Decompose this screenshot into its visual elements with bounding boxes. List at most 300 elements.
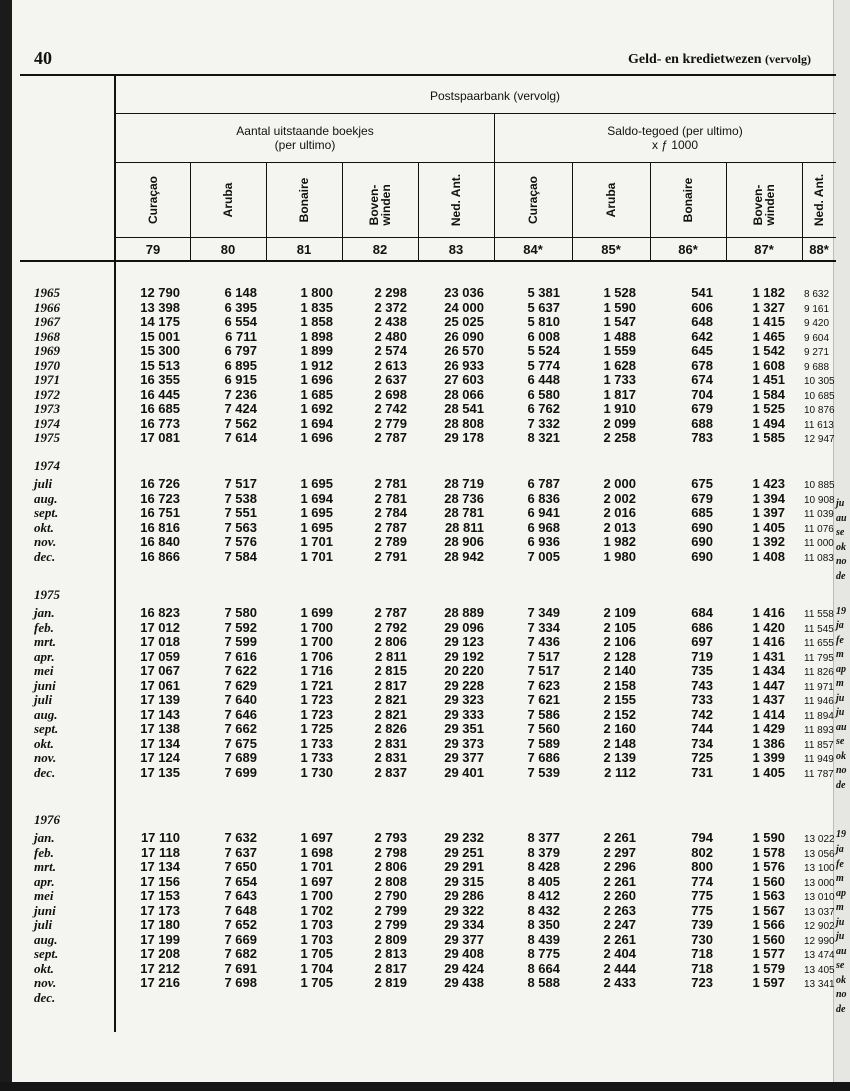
table-cell: 10 876	[804, 405, 835, 416]
table-cell: 648	[691, 314, 713, 329]
table-cell: 1 608	[752, 357, 785, 373]
table-cell: 2 811	[375, 648, 407, 664]
table-cell: 1 628	[603, 357, 636, 373]
table-cell: 7 699	[224, 764, 257, 780]
table-cell: 725	[691, 750, 713, 765]
rule-col-2	[266, 162, 267, 261]
table-cell: 2 789	[374, 534, 407, 549]
table-cell: 1 730	[300, 764, 333, 780]
table-cell: 29 291	[444, 859, 484, 874]
running-head	[628, 52, 811, 68]
table-cell: 2 821	[374, 692, 407, 707]
column-name: Aruba	[221, 182, 235, 218]
table-cell: 7 669	[224, 931, 257, 947]
table-cell: 8 350	[527, 917, 560, 932]
next-page-fragment: no	[836, 765, 847, 776]
table-cell: 11 946	[804, 696, 834, 707]
table-cell: 2 821	[374, 706, 407, 722]
table-cell: 9 688	[804, 361, 830, 373]
table-cell: 1 716	[300, 663, 333, 678]
table-cell: 24 000	[444, 299, 484, 315]
table-cell: 1 394	[752, 490, 785, 506]
table-cell: 1 700	[300, 888, 333, 903]
table-cell: 15 300	[140, 343, 180, 358]
table-cell: 17 110	[140, 830, 180, 845]
table-cell: 29 096	[444, 619, 484, 635]
table-cell: 1 566	[752, 917, 785, 932]
table-cell: 1 696	[300, 372, 333, 387]
next-page-fragment: ok	[836, 750, 846, 762]
table-cell: 29 322	[444, 902, 484, 918]
table-cell: 2 261	[603, 873, 636, 889]
table-cell: 2 831	[374, 750, 407, 765]
row-label: mrt.	[34, 859, 57, 874]
table-cell: 11 971	[804, 681, 834, 693]
table-cell: 1 733	[300, 750, 333, 765]
table-cell: 29 323	[444, 692, 484, 707]
table-cell: 742	[691, 706, 713, 722]
table-cell: 690	[691, 519, 713, 535]
table-cell: 1 701	[300, 534, 333, 549]
table-cell: 2 128	[603, 648, 636, 664]
table-cell: 1 800	[300, 285, 333, 300]
table-cell: 8 377	[527, 830, 560, 845]
table-cell: 7 662	[224, 721, 257, 736]
table-cell: 2 779	[374, 415, 407, 431]
table-cell: 8 632	[804, 289, 830, 300]
table-cell: 7 551	[224, 505, 257, 520]
table-cell: 29 178	[444, 430, 484, 445]
table-cell: 6 895	[224, 357, 257, 373]
table-cell: 28 541	[444, 401, 484, 416]
table-cell: 13 010	[804, 892, 835, 903]
next-page-fragment: au	[836, 512, 847, 524]
table-cell: 1 695	[300, 519, 333, 535]
table-cell: 1 567	[752, 902, 785, 918]
rule-stub	[114, 76, 116, 1032]
table-cell: 1 451	[752, 372, 785, 387]
table-cell: 1 705	[300, 975, 333, 990]
table-cell: 1 685	[300, 386, 333, 402]
table-cell: 8 405	[527, 873, 560, 889]
row-label: apr.	[34, 648, 55, 664]
table-cell: 2 799	[374, 902, 407, 918]
table-cell: 10 305	[804, 376, 835, 387]
row-label: 1975	[34, 430, 60, 445]
next-page-fragment: de	[836, 1003, 846, 1015]
table-cell: 1 560	[752, 931, 785, 947]
table-cell: 1 703	[300, 931, 333, 947]
table-cell: 7 576	[224, 534, 257, 549]
table-cell: 2 247	[603, 917, 636, 932]
table-cell: 1 590	[603, 299, 636, 315]
table-cell: 5 637	[527, 299, 560, 315]
table-cell: 7 560	[527, 721, 560, 736]
table-cell: 2 787	[374, 605, 407, 620]
rule-groups	[494, 113, 495, 261]
table-cell: 2 826	[374, 721, 407, 736]
table-cell: 2 152	[603, 706, 636, 722]
table-cell: 783	[691, 430, 713, 445]
table-cell: 2 109	[603, 605, 636, 620]
table-cell: 2 480	[374, 328, 407, 344]
column-name: Boven- winden	[751, 184, 777, 226]
table-cell: 25 025	[444, 314, 484, 329]
group-balance-heading: Saldo-tegoed (per ultimo) x ƒ 1000	[607, 124, 743, 152]
table-cell: 17 173	[140, 902, 180, 918]
next-page-fragment: m	[836, 902, 844, 913]
table-cell: 2 837	[374, 764, 407, 780]
table-cell: 11 076	[804, 523, 834, 535]
table-cell: 17 134	[140, 735, 180, 751]
block-year-heading: 1974	[34, 458, 60, 473]
table-cell: 2 817	[374, 677, 407, 693]
table-cell: 13 056	[804, 848, 835, 860]
next-page-fragment: se	[836, 736, 845, 747]
table-cell: 1 386	[752, 735, 785, 751]
column-number: 87*	[754, 242, 774, 257]
table-cell: 1 910	[603, 401, 636, 416]
next-page-fragment: ok	[836, 541, 846, 553]
table-cell: 2 806	[374, 859, 407, 874]
next-page-fragment: au	[836, 721, 847, 733]
table-cell: 7 589	[527, 735, 560, 751]
table-cell: 6 395	[224, 299, 257, 315]
table-cell: 11 826	[804, 667, 834, 678]
table-cell: 15 513	[140, 357, 180, 373]
table-cell: 7 436	[527, 634, 560, 649]
table-cell: 2 817	[374, 960, 407, 976]
column-name: Curaçao	[526, 175, 540, 225]
table-cell: 1 578	[752, 844, 785, 860]
table-cell: 8 439	[527, 931, 560, 947]
table-cell: 5 810	[527, 314, 560, 329]
table-cell: 7 698	[224, 975, 257, 990]
table-cell: 7 332	[527, 415, 560, 431]
table-cell: 2 787	[374, 430, 407, 445]
table-cell: 1 585	[752, 430, 785, 445]
table-cell: 775	[691, 902, 713, 918]
table-cell: 1 721	[300, 677, 333, 693]
table-cell: 2 806	[374, 634, 407, 649]
table-cell: 17 018	[140, 634, 180, 649]
table-cell: 2 099	[603, 415, 636, 431]
table-cell: 685	[691, 505, 713, 520]
table-cell: 11 787	[804, 768, 834, 780]
table-cell: 1 576	[752, 859, 785, 874]
table-cell: 2 258	[603, 430, 636, 445]
table-cell: 11 039	[804, 509, 834, 520]
table-cell: 29 315	[444, 873, 484, 889]
table-cell: 1 692	[300, 401, 333, 416]
table-cell: 8 588	[527, 975, 560, 990]
rule-header-bottom	[20, 260, 836, 262]
table-cell: 14 175	[140, 314, 180, 329]
table-cell: 1 584	[752, 386, 785, 402]
column-number: 80	[220, 242, 236, 257]
table-cell: 6 836	[527, 490, 560, 506]
table-cell: 1 733	[300, 735, 333, 751]
table-cell: 541	[691, 285, 713, 300]
table-cell: 2 784	[374, 505, 407, 520]
table-cell: 1 725	[300, 721, 333, 736]
table-cell: 2 742	[374, 401, 407, 416]
table-cell: 2 140	[603, 663, 636, 678]
next-page-fragment: 19	[836, 829, 846, 840]
table-cell: 1 704	[300, 960, 333, 976]
table-cell: 2 574	[374, 343, 407, 358]
table-cell: 675	[691, 476, 713, 491]
table-cell: 2 444	[603, 960, 636, 976]
table-cell: 2 813	[374, 946, 407, 961]
table-cell: 26 933	[444, 357, 484, 373]
table-cell: 2 160	[603, 721, 636, 736]
table-cell: 7 005	[527, 548, 560, 564]
row-label: juni	[34, 902, 56, 918]
row-label: sept.	[34, 946, 59, 961]
table-cell: 7 652	[224, 917, 257, 932]
table-cell: 2 781	[374, 476, 407, 491]
rule-colnames	[116, 237, 836, 238]
table-cell: 29 123	[444, 634, 484, 649]
table-cell: 7 517	[224, 476, 257, 491]
rule-col-6	[572, 162, 573, 261]
table-title: Postspaarbank (vervolg)	[429, 89, 561, 103]
table-cell: 15 001	[140, 328, 180, 344]
table-cell: 1 542	[752, 343, 785, 358]
column-number: 88*	[809, 242, 829, 257]
row-label: okt.	[34, 735, 54, 751]
row-label: mei	[34, 888, 54, 903]
table-cell: 2 148	[603, 735, 636, 751]
table-cell: 1 701	[300, 548, 333, 564]
table-cell: 1 577	[752, 946, 785, 961]
row-label: dec.	[34, 989, 56, 1005]
row-label: nov.	[34, 975, 57, 990]
table-cell: 1 706	[300, 648, 333, 664]
table-cell: 2 781	[374, 490, 407, 506]
table-cell: 7 640	[224, 692, 257, 707]
row-label: feb.	[34, 619, 54, 635]
table-cell: 7 682	[224, 946, 257, 961]
row-label: jan.	[34, 605, 55, 620]
table-cell: 690	[691, 534, 713, 549]
table-cell: 9 604	[804, 332, 830, 344]
row-label: 1965	[34, 285, 60, 300]
row-label: mrt.	[34, 634, 57, 649]
table-cell: 7 586	[527, 706, 560, 722]
table-cell: 6 787	[527, 476, 560, 491]
table-cell: 13 405	[804, 964, 835, 976]
table-cell: 674	[691, 372, 713, 387]
row-label: apr.	[34, 873, 55, 889]
table-cell: 29 373	[444, 735, 484, 751]
table-cell: 13 474	[804, 950, 835, 961]
group-count-heading: Aantal uitstaande boekjes (per ultimo)	[236, 124, 374, 152]
next-page-fragment: ok	[836, 974, 846, 986]
table-cell: 8 432	[527, 902, 560, 918]
table-cell: 29 351	[444, 721, 484, 736]
table-cell: 1 696	[300, 430, 333, 445]
table-cell: 1 700	[300, 619, 333, 635]
next-page-fragment: au	[836, 945, 847, 957]
table-cell: 1 695	[300, 476, 333, 491]
next-page-fragment: m	[836, 678, 844, 689]
table-cell: 794	[691, 830, 713, 845]
table-cell: 1 698	[300, 844, 333, 860]
table-cell: 739	[691, 917, 713, 932]
column-name: Aruba	[604, 182, 618, 218]
table-cell: 645	[691, 343, 713, 358]
table-cell: 16 726	[140, 476, 180, 491]
row-label: 1967	[34, 314, 60, 329]
table-cell: 1 528	[603, 285, 636, 300]
table-cell: 800	[691, 859, 713, 874]
next-page-fragment: ju	[836, 707, 845, 718]
next-page-fragment: no	[836, 556, 847, 567]
table-cell: 704	[691, 386, 713, 402]
row-label: 1972	[34, 386, 60, 402]
table-cell: 7 646	[224, 706, 257, 722]
table-cell: 1 397	[752, 505, 785, 520]
table-cell: 1 835	[300, 299, 333, 315]
table-cell: 2 106	[603, 634, 636, 649]
table-cell: 2 158	[603, 677, 636, 693]
table-cell: 686	[691, 619, 713, 635]
table-cell: 11 000	[804, 538, 834, 549]
table-cell: 8 775	[527, 946, 560, 961]
column-number: 81	[296, 242, 312, 257]
table-cell: 1 408	[752, 548, 785, 564]
column-number: 85*	[601, 242, 621, 257]
table-cell: 7 539	[527, 764, 560, 780]
table-cell: 1 858	[300, 314, 333, 329]
rule-col-3	[342, 162, 343, 261]
table-cell: 6 580	[527, 386, 560, 402]
table-cell: 8 379	[527, 844, 560, 860]
column-name: Ned. Ant.	[449, 173, 463, 227]
table-cell: 719	[691, 648, 713, 664]
table-cell: 775	[691, 888, 713, 903]
table-cell: 29 377	[444, 931, 484, 947]
column-number: 79	[145, 242, 161, 257]
table-cell: 1 560	[752, 873, 785, 889]
table-cell: 16 823	[140, 605, 180, 620]
table-cell: 13 398	[140, 299, 180, 315]
rule-col-8	[726, 162, 727, 261]
table-cell: 13 037	[804, 906, 835, 918]
table-cell: 16 355	[140, 372, 180, 387]
row-label: nov.	[34, 534, 57, 549]
table-cell: 7 334	[527, 619, 560, 635]
table-cell: 8 664	[527, 960, 560, 976]
table-cell: 642	[691, 328, 713, 344]
table-cell: 8 412	[527, 888, 560, 903]
table-cell: 17 118	[140, 844, 180, 860]
table-cell: 2 798	[374, 844, 407, 860]
table-cell: 12 947	[804, 434, 835, 445]
table-cell: 1 705	[300, 946, 333, 961]
table-cell: 1 899	[300, 343, 333, 358]
next-page-fragment: fe	[836, 858, 844, 870]
row-label: 1971	[34, 372, 60, 387]
next-page-fragment: ju	[836, 931, 845, 942]
table-cell: 11 795	[804, 652, 834, 664]
table-cell: 7 622	[224, 663, 257, 678]
table-cell: 16 445	[140, 386, 180, 402]
table-cell: 7 517	[527, 648, 560, 664]
table-cell: 2 698	[374, 386, 407, 402]
table-cell: 6 941	[527, 505, 560, 520]
table-cell: 7 592	[224, 619, 257, 635]
table-cell: 2 799	[374, 917, 407, 932]
table-cell: 11 655	[804, 638, 834, 649]
table-cell: 1 399	[752, 750, 785, 765]
table-cell: 17 134	[140, 859, 180, 874]
row-label: okt.	[34, 519, 54, 535]
table-cell: 17 208	[140, 946, 180, 961]
table-cell: 13 341	[804, 979, 835, 990]
running-head-suffix: (vervolg)	[765, 52, 811, 66]
next-page-fragment: ja	[836, 844, 844, 855]
rule-groups-bottom	[116, 162, 836, 163]
table-cell: 6 762	[527, 401, 560, 416]
table-cell: 29 377	[444, 750, 484, 765]
table-cell: 1 392	[752, 534, 785, 549]
table-cell: 12 990	[804, 935, 835, 947]
table-cell: 17 199	[140, 931, 180, 947]
table-cell: 2 013	[603, 519, 636, 535]
rule-col-1	[190, 162, 191, 261]
row-label: 1970	[34, 357, 60, 373]
table-cell: 12 790	[140, 285, 180, 300]
table-cell: 28 808	[444, 415, 484, 431]
table-cell: 1 423	[752, 476, 785, 491]
row-label: 1973	[34, 401, 60, 416]
table-cell: 1 694	[300, 415, 333, 431]
table-cell: 733	[691, 692, 713, 707]
row-label: juli	[34, 692, 53, 707]
next-page-fragment: ja	[836, 620, 844, 631]
table-cell: 7 650	[224, 859, 257, 874]
rule-title	[116, 113, 836, 114]
table-cell: 1 429	[752, 721, 785, 736]
table-cell: 5 524	[527, 343, 560, 358]
table-cell: 6 448	[527, 372, 560, 387]
block-year-heading: 1975	[34, 587, 60, 602]
table-cell: 1 563	[752, 888, 785, 903]
table-cell: 2 613	[374, 357, 407, 373]
column-number: 86*	[678, 242, 698, 257]
table-cell: 1 327	[752, 299, 785, 315]
table-cell: 17 081	[140, 430, 180, 445]
table-cell: 2 637	[374, 372, 407, 387]
table-cell: 8 428	[527, 859, 560, 874]
table-cell: 743	[691, 677, 713, 693]
table-cell: 1 431	[752, 648, 785, 664]
table-cell: 7 689	[224, 750, 257, 765]
table-cell: 17 124	[140, 750, 180, 765]
table-cell: 2 433	[603, 975, 636, 990]
table-cell: 17 156	[140, 873, 180, 889]
table-cell: 6 968	[527, 519, 560, 535]
table-cell: 17 067	[140, 663, 180, 678]
next-page-fragment: ap	[836, 663, 846, 675]
table-cell: 723	[691, 975, 713, 990]
row-label: sept.	[34, 505, 59, 520]
table-cell: 7 691	[224, 960, 257, 976]
table-cell: 29 334	[444, 917, 484, 932]
